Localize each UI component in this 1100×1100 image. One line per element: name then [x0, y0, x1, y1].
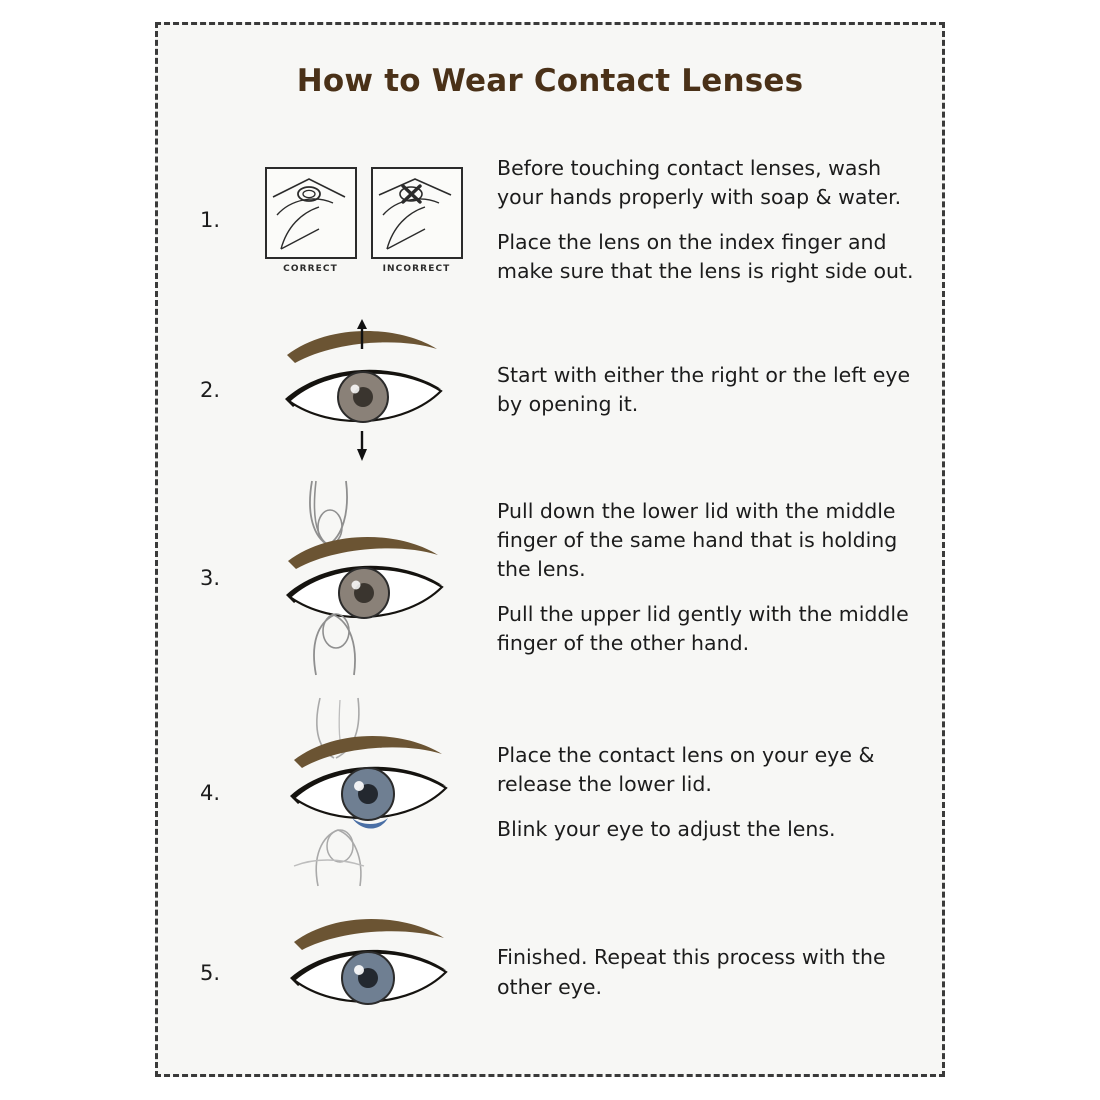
- list-item: [158, 470, 942, 685]
- correct-lens-box: [265, 167, 357, 259]
- poster-card: [155, 22, 945, 1077]
- step-paragraph: Finished. Repeat this process with the other eye.: [497, 945, 886, 999]
- step-number: 5.: [199, 960, 220, 985]
- list-item: [158, 685, 942, 900]
- step-paragraph: Before touching contact lenses, wash your hands properly with soap & water.: [497, 155, 902, 209]
- step-text: [491, 154, 942, 286]
- page-title: How to Wear Contact Lenses: [296, 63, 804, 99]
- step-text: [491, 497, 942, 659]
- incorrect-lens-box: [371, 167, 463, 259]
- step-figure: [236, 908, 491, 1038]
- step-number: 1.: [199, 208, 220, 232]
- step-paragraph: Start with either the right or the left eye by opening it.: [497, 362, 911, 416]
- list-item: [158, 310, 942, 470]
- step-number: 3.: [199, 565, 220, 590]
- step-paragraph: Place the lens on the index finger and make sure that the lens is right side out.: [497, 230, 914, 284]
- list-item: [158, 900, 942, 1045]
- step-figure: [236, 315, 491, 465]
- open-eye-arrows-icon: [259, 315, 469, 465]
- step-number: 4.: [199, 780, 220, 805]
- steps-list: [158, 130, 942, 1045]
- step-figure: [236, 475, 491, 680]
- finished-eye-icon: [254, 908, 474, 1038]
- figure-caption-incorrect: INCORRECT: [382, 263, 451, 274]
- lens-orientation-boxes-icon: [265, 167, 463, 274]
- step-text: [491, 741, 942, 844]
- step-paragraph: Place the contact lens on your eye & release the lower lid.: [497, 742, 875, 796]
- list-item: [158, 130, 942, 310]
- step-paragraph: Pull the upper lid gently with the middle finger of the other hand.: [497, 602, 909, 656]
- step-figure: [236, 167, 491, 274]
- step-text: [491, 361, 942, 419]
- lens-placement-on-eye-icon: [254, 690, 474, 895]
- step-text: [491, 943, 942, 1001]
- figure-caption-correct: CORRECT: [283, 263, 338, 274]
- step-number: 2.: [199, 378, 220, 402]
- step-paragraph: Blink your eye to adjust the lens.: [497, 817, 836, 842]
- step-figure: [236, 690, 491, 895]
- step-paragraph: Pull down the lower lid with the middle finger of the same hand that is holding the lens.: [497, 498, 898, 581]
- eye-with-two-fingers-icon: [254, 475, 474, 680]
